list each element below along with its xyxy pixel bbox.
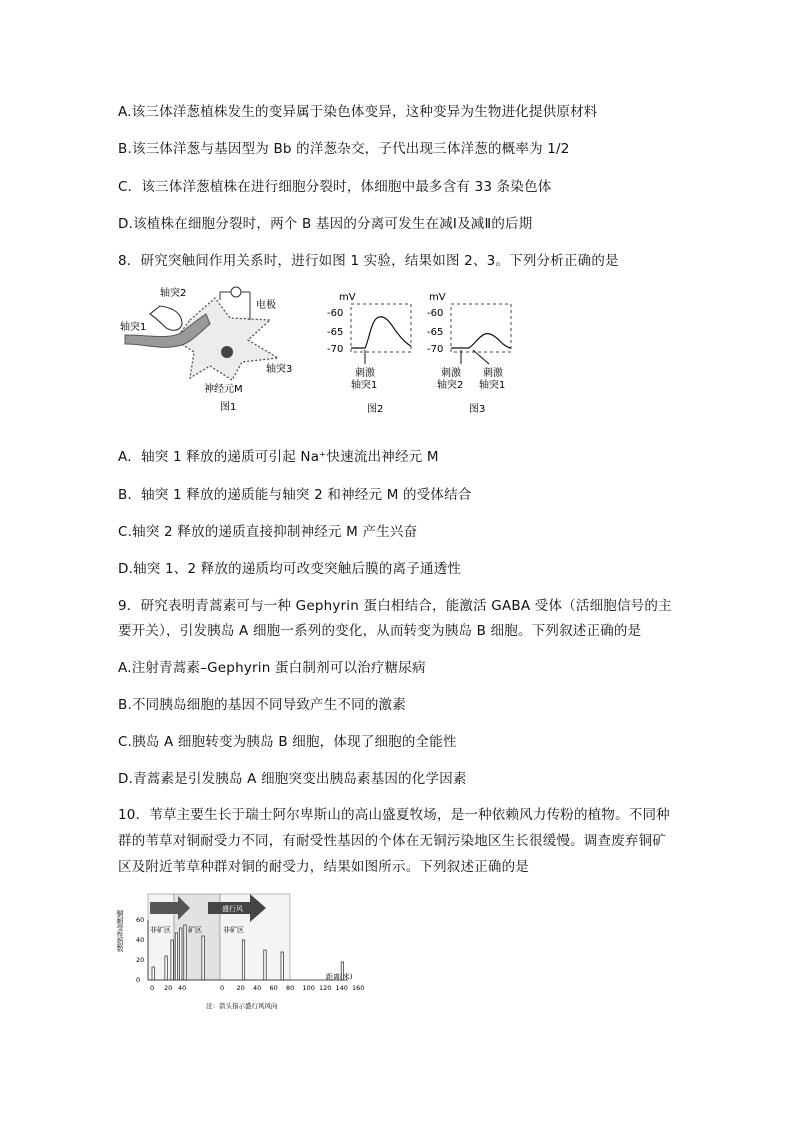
fig2-stim-label-2: 轴突1	[351, 380, 378, 391]
chart-x-tick-label: 160	[352, 984, 365, 992]
fig2-tick-70: -70	[327, 344, 344, 355]
chart-bar	[264, 950, 266, 980]
chart-y-ticks	[136, 916, 144, 984]
fig3-stim1-label-2: 轴突1	[479, 380, 506, 391]
chart-x-tick-label: 20	[164, 984, 173, 992]
figure-1-caption: 图1	[220, 402, 237, 413]
q7-option-c: C．该三体洋葱植株在进行细胞分裂时，体细胞中最多含有 33 条染色体	[118, 179, 552, 195]
figure-2-potential-graph	[325, 292, 415, 417]
chart-x-tick-label: 20	[236, 984, 245, 992]
q9-stem-line-1: 9．研究表明青蒿素可与一种 Gephyrin 蛋白相结合，能激活 GABA 受体（活细胞信号的主	[118, 598, 672, 614]
figure-3-caption: 图3	[469, 404, 486, 415]
fig2-frame	[351, 304, 411, 352]
q7-option-b: B.该三体洋葱与基因型为 Bb 的洋葱杂交，子代出现三体洋葱的概率为 1/2	[118, 141, 570, 157]
region-label-nonmine-right: 非矿区	[223, 926, 244, 934]
q10-stem-line-3: 区及附近苇草种群对铜的耐受力，结果如图所示。下列叙述正确的是	[118, 859, 529, 875]
fig3-stim2-label-2: 轴突2	[437, 380, 464, 391]
chart-x-tick-label: 100	[302, 984, 315, 992]
fig2-curve	[351, 317, 411, 348]
chart-y-tick-label: 20	[136, 956, 145, 964]
label-axon-3: 轴突3	[266, 364, 293, 375]
fig2-tick-65: -65	[327, 327, 344, 338]
chart-bar	[152, 967, 154, 980]
q7-option-a: A.该三体洋葱植株发生的变异属于染色体变异，这种变异为生物进化提供原材料	[118, 104, 598, 120]
chart-bar	[180, 928, 182, 980]
chart-xlabel: 距离(米)	[326, 973, 353, 981]
chart-bar	[281, 952, 283, 980]
fig3-stim2-label-1: 刺激	[441, 368, 461, 379]
chart-y-tick-label: 0	[136, 976, 141, 984]
q9-option-c: C.胰岛 A 细胞转变为胰岛 B 细胞，体现了细胞的全能性	[118, 734, 457, 750]
axon-2-shape	[150, 306, 182, 330]
fig3-stim1-label-1: 刺激	[483, 368, 503, 379]
figure-3-potential-graph	[425, 292, 525, 417]
chart-bar	[202, 936, 204, 980]
chart-note: 注：箭头指示盛行风风向	[206, 1002, 278, 1010]
q8-option-d: D.轴突 1、2 释放的递质均可改变突触后膜的离子通透性	[118, 561, 462, 577]
chart-x-ticks	[150, 984, 364, 992]
q10-stem-line-2: 群的苇草对铜耐受力不同，有耐受性基因的个体在无铜污染地区生长很缓慢。调查废弃铜矿	[118, 833, 666, 849]
chart-bar	[171, 940, 173, 980]
label-neuron-m: 神经元M	[204, 384, 243, 395]
q9-option-b: B.不同胰岛细胞的基因不同导致产生不同的激素	[118, 697, 406, 713]
chart-y-tick-label: 60	[136, 916, 145, 924]
label-axon-2: 轴突2	[160, 288, 187, 299]
q8-stem: 8．研究突触间作用关系时，进行如图 1 实验，结果如图 2、3。下列分析正确的是	[118, 253, 619, 269]
fig3-tick-65: -65	[427, 327, 444, 338]
region-label-mine: 矿区	[188, 926, 202, 934]
chart-bar	[175, 933, 177, 980]
q9-option-d: D.青蒿素是引发胰岛 A 细胞突变出胰岛素基因的化学因素	[118, 771, 467, 787]
region-label-nonmine-left: 非矿区	[150, 926, 171, 934]
fig2-unit: mV	[339, 292, 356, 303]
chart-x-tick-label: 140	[335, 984, 348, 992]
figure-2-caption: 图2	[367, 404, 384, 415]
chart-x-tick-label: 0	[220, 984, 225, 992]
chart-x-tick-label: 40	[178, 984, 187, 992]
fig3-tick-60: -60	[427, 308, 444, 319]
label-axon-1: 轴突1	[120, 322, 147, 333]
fig2-stim-label-1: 刺激	[355, 368, 375, 379]
wind-label: 盛行风	[222, 905, 243, 913]
q9-stem-line-2: 要开关），引发胰岛 A 细胞一系列的变化，从而转变为胰岛 B 细胞。下列叙述正确的是	[118, 623, 642, 639]
q8-option-a: A．轴突 1 释放的递质可引起 Na⁺快速流出神经元 M	[118, 449, 439, 465]
copper-tolerance-chart	[118, 880, 368, 1015]
q9-option-a: A.注射青蒿素–Gephyrin 蛋白制剂可以治疗糖尿病	[118, 660, 426, 676]
chart-x-tick-label: 80	[286, 984, 295, 992]
chart-x-tick-label: 0	[150, 984, 155, 992]
chart-y-tick-label: 40	[136, 936, 145, 944]
fig3-tick-70: -70	[427, 344, 444, 355]
neuron-nucleus	[221, 346, 233, 358]
chart-ylabel: 铜耐受性指数	[116, 910, 124, 952]
chart-bar	[184, 925, 186, 980]
q10-stem-line-1: 10．苇草主要生长于瑞士阿尔卑斯山的高山盛夏牧场，是一种依赖风力传粉的植物。不同种	[118, 807, 670, 823]
q7-option-d: D.该植株在细胞分裂时，两个 B 基因的分离可发生在减Ⅰ及减Ⅱ的后期	[118, 216, 533, 232]
label-electrode: 电极	[256, 300, 276, 311]
fig3-frame	[451, 304, 511, 352]
chart-x-tick-label: 40	[253, 984, 262, 992]
chart-x-tick-label: 120	[319, 984, 332, 992]
fig3-curve	[451, 334, 511, 348]
fig2-tick-60: -60	[327, 308, 344, 319]
q8-option-c: C.轴突 2 释放的递质直接抑制神经元 M 产生兴奋	[118, 524, 418, 540]
fig3-unit: mV	[429, 292, 446, 303]
chart-x-tick-label: 60	[269, 984, 278, 992]
electrode-meter	[231, 287, 241, 297]
chart-bar	[165, 956, 167, 980]
figure-1-neuron-diagram	[120, 280, 300, 415]
q8-option-b: B．轴突 1 释放的递质能与轴突 2 和神经元 M 的受体结合	[118, 487, 472, 503]
chart-bar	[242, 940, 244, 980]
